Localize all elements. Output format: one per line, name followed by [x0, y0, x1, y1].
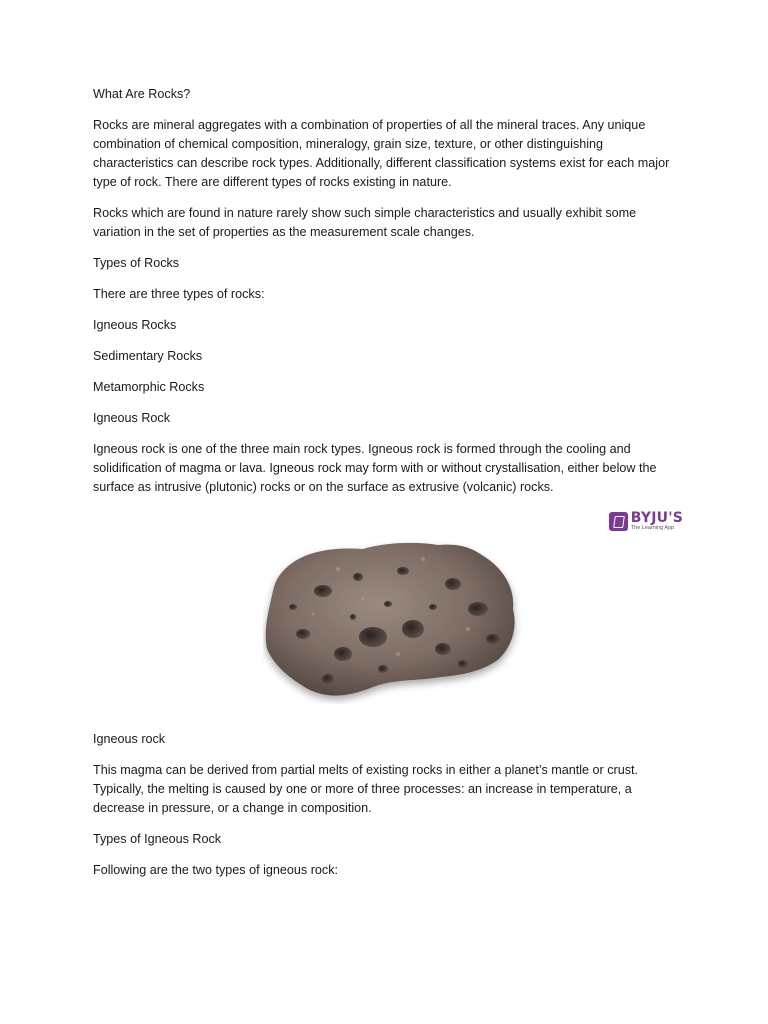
paragraph-rocks-variation: Rocks which are found in nature rarely show such simple characteristics and usually exhibit some variation in the set of properties as the measurement scale changes. — [93, 206, 637, 239]
rock-type-igneous: Igneous Rocks — [93, 318, 177, 332]
logo-tagline: The Learning App — [630, 525, 675, 531]
igneous-rock-image — [263, 529, 523, 704]
heading-types-of-rocks: Types of Rocks — [93, 256, 180, 270]
byjus-logo — [609, 511, 683, 532]
rock-body — [266, 543, 515, 696]
rock-type-sedimentary: Sedimentary Rocks — [93, 349, 203, 363]
paragraph-igneous: Igneous rock is one of the three main rock types. Igneous rock is formed through the cooling and solidification of magma or lava. Igneous rock may form with or without crystallisation, either below the surface as intrusive (plutonic) rocks or on the surface as extrusive (volcanic) rocks. — [93, 442, 657, 494]
paragraph-rocks-definition: Rocks are mineral aggregates with a combination of properties of all the mineral traces. Any unique combination of chemical composition, mineralogy, grain size, texture, or other distinguishing characteristics can describe rock types. Additionally, different classification systems exist for each major type of rock. There are different types of rocks existing in nature. — [93, 118, 670, 189]
rock-type-metamorphic: Metamorphic Rocks — [93, 380, 205, 394]
figure-block — [93, 511, 683, 716]
heading-igneous-rock: Igneous Rock — [93, 411, 171, 425]
igneous-types-intro: Following are the two types of igneous rock: — [93, 863, 339, 877]
types-intro: There are three types of rocks: — [93, 287, 265, 301]
paragraph-magma: This magma can be derived from partial melts of existing rocks in either a planet’s mantle or crust. Typically, the melting is caused by one or more of three processes: an increase in temperature, a decrease in pressure, or a change in composition. — [93, 763, 639, 815]
byjus-logo-icon — [609, 512, 628, 531]
logo-name: BYJU'S — [630, 510, 683, 526]
figure-caption: Igneous rock — [93, 732, 166, 746]
document-page — [93, 85, 683, 892]
heading-what-are-rocks: What Are Rocks? — [93, 87, 191, 101]
heading-types-of-igneous-rock: Types of Igneous Rock — [93, 832, 222, 846]
